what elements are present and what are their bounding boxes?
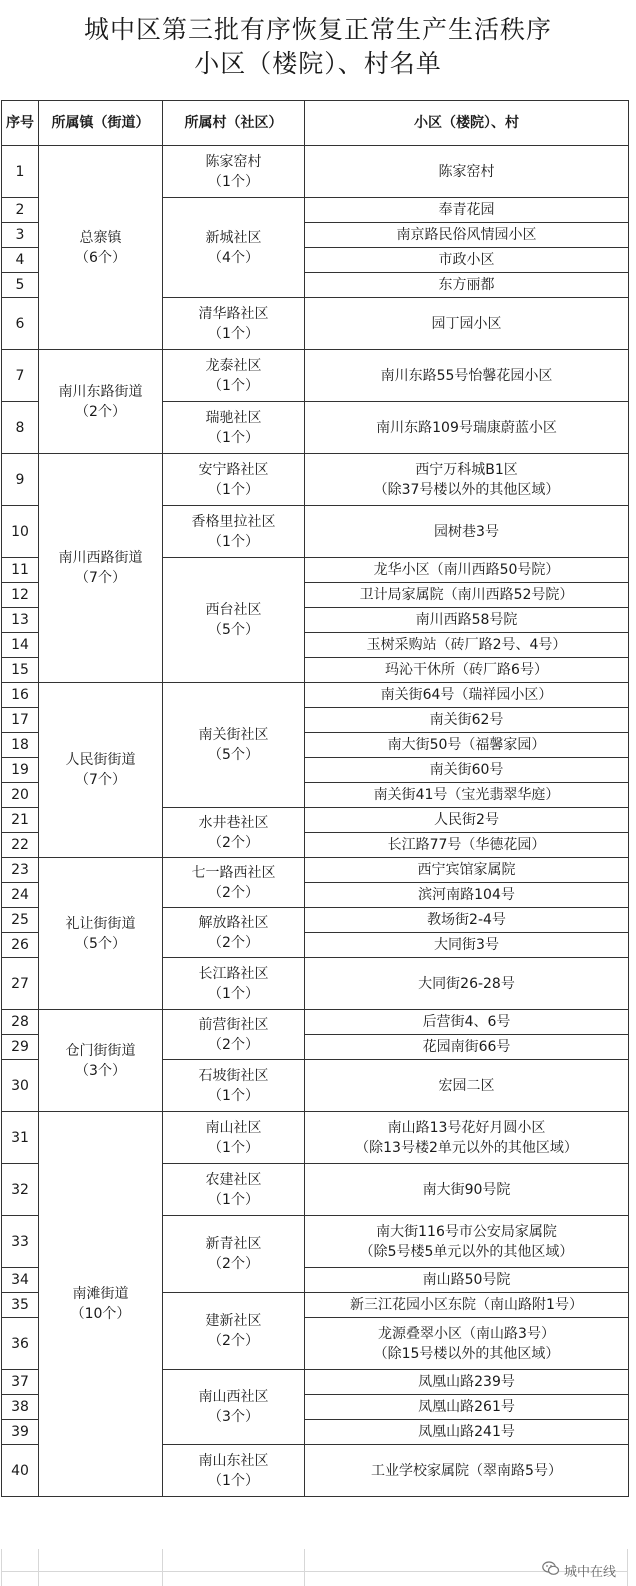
cell-line: 滨河南路104号 xyxy=(418,887,515,903)
row-number: 10 xyxy=(2,506,39,558)
row-number: 2 xyxy=(2,198,39,223)
site-cell xyxy=(305,1293,629,1318)
cell-line: （1个） xyxy=(208,429,259,446)
cell-line: （除37号楼以外的其他区域） xyxy=(373,481,560,498)
community-cell xyxy=(163,402,305,454)
cell-line: （2个） xyxy=(208,1333,259,1349)
cell-line: 新青社区 xyxy=(205,1236,262,1252)
site-cell xyxy=(305,908,629,933)
row-number: 30 xyxy=(2,1060,39,1112)
site-cell xyxy=(305,1268,629,1293)
cell-line: 南川西路街道 xyxy=(58,550,143,566)
cell-line: 南关街62号 xyxy=(429,712,504,728)
header-site: 小区（楼院）、村 xyxy=(305,101,629,146)
cell-line: 奉青花园 xyxy=(438,202,495,218)
town-cell xyxy=(39,454,163,683)
cell-line: 龙华小区（南川西路50号院） xyxy=(373,562,560,578)
cell-line: 东方丽都 xyxy=(438,277,495,293)
cell-line: 礼让街街道 xyxy=(65,915,136,932)
row-number: 7 xyxy=(2,350,39,402)
site-cell xyxy=(305,1370,629,1395)
cell-line: 南关街社区 xyxy=(198,727,269,743)
community-cell xyxy=(163,1060,305,1112)
community-cell xyxy=(163,506,305,558)
watermark xyxy=(542,1561,616,1580)
cell-line: （1个） xyxy=(208,325,259,342)
cell-line: 工业学校家属院（翠南路5号） xyxy=(371,1462,562,1479)
site-cell xyxy=(305,1010,629,1035)
town-cell xyxy=(39,858,163,1010)
community-cell xyxy=(163,1216,305,1293)
cell-line: 仓门街街道 xyxy=(65,1042,136,1059)
cell-line: （2个） xyxy=(208,834,259,851)
site-cell xyxy=(305,708,629,733)
row-number: 27 xyxy=(2,958,39,1010)
cell-line: 南大街116号市公安局家属院 xyxy=(376,1223,557,1240)
site-cell xyxy=(305,198,629,223)
row-number: 20 xyxy=(2,783,39,808)
row-number: 38 xyxy=(2,1395,39,1420)
cell-line: （1个） xyxy=(208,481,259,498)
site-cell xyxy=(305,608,629,633)
cell-line: 陈家窑村 xyxy=(205,153,262,170)
cell-line: 南关街60号 xyxy=(429,762,504,778)
row-number: 34 xyxy=(2,1268,39,1293)
community-cell xyxy=(163,350,305,402)
cell-line: 农建社区 xyxy=(205,1171,262,1188)
site-cell xyxy=(305,733,629,758)
site-cell xyxy=(305,402,629,454)
cell-line: 南滩街道 xyxy=(72,1286,129,1302)
row-number: 14 xyxy=(2,633,39,658)
table-row xyxy=(2,1010,629,1035)
site-cell xyxy=(305,833,629,858)
table-row xyxy=(2,350,629,402)
row-number: 29 xyxy=(2,1035,39,1060)
header-town: 所属镇（街道） xyxy=(39,101,163,146)
cell-line: 前营街社区 xyxy=(198,1016,269,1033)
site-cell xyxy=(305,298,629,350)
cell-line: 七一路西社区 xyxy=(191,864,276,881)
site-cell xyxy=(305,1395,629,1420)
cell-line: 南山路50号院 xyxy=(422,1272,511,1288)
row-number: 19 xyxy=(2,758,39,783)
cell-line: 水井巷社区 xyxy=(198,814,269,831)
town-cell xyxy=(39,146,163,350)
table-row xyxy=(2,146,629,198)
site-cell xyxy=(305,758,629,783)
row-number: 22 xyxy=(2,833,39,858)
community-cell xyxy=(163,858,305,908)
site-cell xyxy=(305,1060,629,1112)
cell-line: 南川东路109号瑞康蔚蓝小区 xyxy=(376,419,557,436)
community-cell xyxy=(163,958,305,1010)
row-number: 40 xyxy=(2,1445,39,1497)
cell-line: 总寨镇 xyxy=(79,229,122,246)
watermark-text: 城中在线 xyxy=(563,1565,616,1580)
cell-line: （2个） xyxy=(75,403,126,420)
cell-line: 玛沁干休所（砖厂路6号） xyxy=(385,662,548,678)
cell-line: 教场街2-4号 xyxy=(427,912,506,928)
cell-line: （7个） xyxy=(75,772,126,788)
cell-line: 宏园二区 xyxy=(438,1077,495,1094)
row-number: 9 xyxy=(2,454,39,506)
community-cell xyxy=(163,1293,305,1370)
cell-line: （1个） xyxy=(208,1087,259,1104)
row-number: 21 xyxy=(2,808,39,833)
cell-line: （除15号楼以外的其他区域） xyxy=(373,1345,560,1362)
community-cell xyxy=(163,1112,305,1164)
cell-line: 南山路13号花好月圆小区 xyxy=(387,1119,546,1136)
town-cell xyxy=(39,1010,163,1112)
title-line-2: 小区（楼院）、村名单 xyxy=(194,49,442,78)
site-cell xyxy=(305,146,629,198)
community-cell xyxy=(163,1164,305,1216)
cell-line: （5个） xyxy=(208,747,259,763)
cell-line: 市政小区 xyxy=(438,252,495,268)
cell-line: 花园南街66号 xyxy=(422,1039,511,1055)
community-cell xyxy=(163,1370,305,1445)
cell-line: （10个） xyxy=(70,1306,131,1322)
cell-line: （2个） xyxy=(208,1036,259,1053)
community-cell xyxy=(163,298,305,350)
table-body xyxy=(2,146,629,1497)
site-cell xyxy=(305,933,629,958)
row-number: 1 xyxy=(2,146,39,198)
cell-line: （4个） xyxy=(208,249,259,266)
cell-line: 香格里拉社区 xyxy=(191,513,276,530)
site-cell xyxy=(305,1216,629,1268)
site-cell xyxy=(305,1445,629,1497)
community-cell xyxy=(163,558,305,683)
cell-line: 瑞驰社区 xyxy=(205,409,262,426)
cell-line: 南山东社区 xyxy=(198,1452,269,1469)
cell-line: 南大街90号院 xyxy=(422,1181,511,1198)
row-number: 18 xyxy=(2,733,39,758)
cell-line: 凤凰山路241号 xyxy=(418,1424,515,1440)
row-number: 32 xyxy=(2,1164,39,1216)
cell-line: （3个） xyxy=(75,1062,126,1079)
row-number: 31 xyxy=(2,1112,39,1164)
site-cell xyxy=(305,583,629,608)
row-number: 33 xyxy=(2,1216,39,1268)
cell-line: 南大街50号（福馨家园） xyxy=(387,737,546,753)
row-number: 37 xyxy=(2,1370,39,1395)
cell-line: （6个） xyxy=(75,249,126,266)
cell-line: 南京路民俗风情园小区 xyxy=(396,227,537,243)
table-row xyxy=(2,683,629,708)
row-number: 6 xyxy=(2,298,39,350)
row-number: 11 xyxy=(2,558,39,583)
cell-line: 西宁万科城B1区 xyxy=(415,461,518,478)
row-number: 36 xyxy=(2,1318,39,1370)
cell-line: 南山西社区 xyxy=(198,1389,269,1405)
row-number: 25 xyxy=(2,908,39,933)
cell-line: （1个） xyxy=(208,1191,259,1208)
cell-line: 玉树采购站（砖厂路2号、4号） xyxy=(366,637,567,653)
cell-line: （1个） xyxy=(208,1139,259,1156)
table-row xyxy=(2,454,629,506)
site-cell xyxy=(305,883,629,908)
cell-line: 园丁园小区 xyxy=(431,315,502,332)
page-title xyxy=(0,14,636,82)
site-cell xyxy=(305,273,629,298)
town-cell xyxy=(39,350,163,454)
cell-line: （1个） xyxy=(208,1472,259,1489)
community-cell xyxy=(163,808,305,858)
cell-line: 新三江花园小区东院（南山路附1号） xyxy=(350,1297,583,1313)
cell-line: 南川西路58号院 xyxy=(415,612,518,628)
cell-line: （5个） xyxy=(75,935,126,952)
cell-line: 安宁路社区 xyxy=(198,461,269,478)
row-number: 17 xyxy=(2,708,39,733)
cell-line: 人民街街道 xyxy=(65,752,136,768)
cell-line: 大同街3号 xyxy=(434,937,499,953)
cell-line: （5个） xyxy=(208,622,259,638)
site-cell xyxy=(305,658,629,683)
row-number: 5 xyxy=(2,273,39,298)
row-number: 8 xyxy=(2,402,39,454)
table-row xyxy=(2,858,629,883)
site-cell xyxy=(305,1035,629,1060)
cell-line: （1个） xyxy=(208,533,259,550)
row-number: 28 xyxy=(2,1010,39,1035)
row-number: 4 xyxy=(2,248,39,273)
cell-line: 卫计局家属院（南川西路52号院） xyxy=(359,587,574,603)
site-cell xyxy=(305,558,629,583)
community-cell xyxy=(163,198,305,298)
site-cell xyxy=(305,683,629,708)
cell-line: 长江路77号（华德花园） xyxy=(387,837,546,853)
cell-line: （2个） xyxy=(208,884,259,901)
site-cell xyxy=(305,1112,629,1164)
row-number: 39 xyxy=(2,1420,39,1445)
cell-line: 凤凰山路239号 xyxy=(418,1374,515,1390)
community-cell xyxy=(163,454,305,506)
row-number: 13 xyxy=(2,608,39,633)
row-number: 3 xyxy=(2,223,39,248)
community-cell xyxy=(163,908,305,958)
site-cell xyxy=(305,506,629,558)
cell-line: 南川东路55号怡馨花园小区 xyxy=(380,367,553,384)
site-cell xyxy=(305,223,629,248)
cell-line: 建新社区 xyxy=(205,1313,262,1329)
row-number: 26 xyxy=(2,933,39,958)
cell-line: （除5号楼5单元以外的其他区域） xyxy=(359,1243,574,1260)
cell-line: （除13号楼2单元以外的其他区域） xyxy=(355,1139,578,1156)
cell-line: 陈家窑村 xyxy=(438,163,495,180)
community-list-table xyxy=(1,100,629,1497)
header-community: 所属村（社区） xyxy=(163,101,305,146)
site-cell xyxy=(305,350,629,402)
cell-line: 西宁宾馆家属院 xyxy=(417,862,516,878)
cell-line: 长江路社区 xyxy=(198,965,269,982)
row-number: 23 xyxy=(2,858,39,883)
community-cell xyxy=(163,1010,305,1060)
cell-line: （2个） xyxy=(208,934,259,951)
cell-line: 龙源叠翠小区（南山路3号） xyxy=(378,1325,555,1342)
site-cell xyxy=(305,633,629,658)
cell-line: （2个） xyxy=(208,1256,259,1272)
cell-line: 解放路社区 xyxy=(198,914,269,931)
cell-line: 凤凰山路261号 xyxy=(418,1399,515,1415)
cell-line: 后营街4、6号 xyxy=(422,1014,511,1030)
wechat-icon xyxy=(542,1561,560,1580)
cell-line: 大同街26-28号 xyxy=(418,975,515,992)
cell-line: 南山社区 xyxy=(205,1119,262,1136)
cell-line: 龙泰社区 xyxy=(205,357,262,374)
site-cell xyxy=(305,1420,629,1445)
community-cell xyxy=(163,146,305,198)
community-cell xyxy=(163,683,305,808)
cell-line: （1个） xyxy=(208,377,259,394)
site-cell xyxy=(305,858,629,883)
title-line-1: 城中区第三批有序恢复正常生产生活秩序 xyxy=(83,15,552,44)
row-number: 24 xyxy=(2,883,39,908)
cell-line: 新城社区 xyxy=(205,229,262,246)
cell-line: 西台社区 xyxy=(205,602,262,618)
site-cell xyxy=(305,454,629,506)
table-row xyxy=(2,1112,629,1164)
row-number: 16 xyxy=(2,683,39,708)
site-cell xyxy=(305,248,629,273)
cell-line: （1个） xyxy=(208,173,259,190)
cell-line: （7个） xyxy=(75,570,126,586)
row-number: 35 xyxy=(2,1293,39,1318)
cell-line: 南关街64号（瑞祥园小区） xyxy=(380,687,553,703)
cell-line: 石坡街社区 xyxy=(198,1067,269,1084)
cell-line: 人民街2号 xyxy=(434,812,499,828)
row-number: 15 xyxy=(2,658,39,683)
site-cell xyxy=(305,783,629,808)
cell-line: 园树巷3号 xyxy=(434,523,499,540)
site-cell xyxy=(305,1318,629,1370)
community-cell xyxy=(163,1445,305,1497)
site-cell xyxy=(305,1164,629,1216)
cell-line: （1个） xyxy=(208,985,259,1002)
cell-line: （3个） xyxy=(208,1409,259,1425)
site-cell xyxy=(305,808,629,833)
town-cell xyxy=(39,1112,163,1497)
cell-line: 南川东路街道 xyxy=(58,383,143,400)
row-number: 12 xyxy=(2,583,39,608)
header-number: 序号 xyxy=(2,101,39,146)
site-cell xyxy=(305,958,629,1010)
cell-line: 清华路社区 xyxy=(198,305,269,322)
cell-line: 南关街41号（宝光翡翠华庭） xyxy=(373,787,560,803)
town-cell xyxy=(39,683,163,858)
table-bottom-grid xyxy=(1,1549,628,1586)
table-header-row xyxy=(2,101,629,146)
